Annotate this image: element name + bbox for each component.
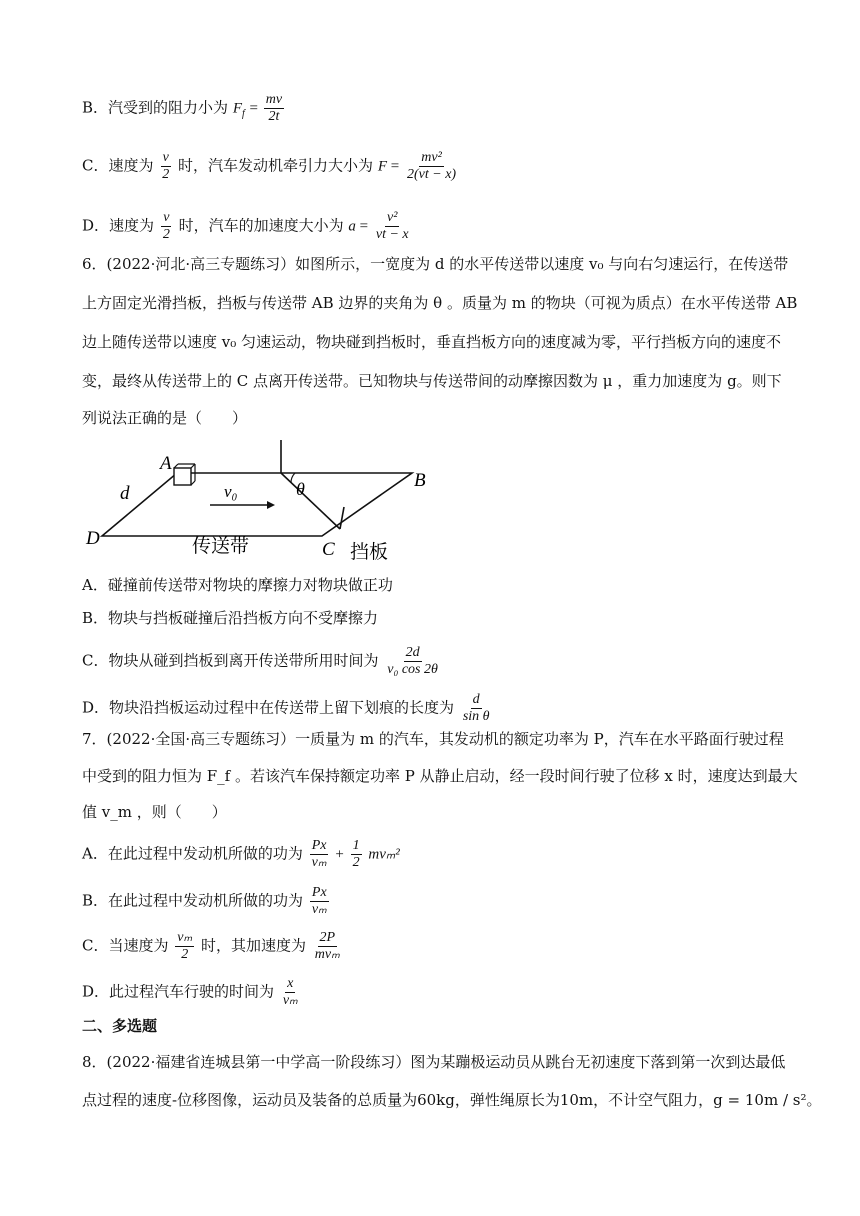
theta-arc: [291, 473, 295, 483]
fraction: $\frac{mv}{2t}$: [265, 92, 283, 124]
label-d: D: [86, 528, 100, 549]
fraction: $\frac{Px}{\text{vₘ}}$: [311, 885, 327, 917]
q6-stem-line-4: 变，最终从传送带上的 C 点离开传送带。已知物块与传送带间的动摩擦因数为 μ ，重力加速度为 g。则下: [82, 372, 782, 390]
q6-stem-line-5: 列说法正确的是（ ）: [82, 409, 248, 427]
block: [174, 468, 191, 485]
q7-option-c[interactable]: C．当速度为 $\frac{\text{vₘ}}{2}$ 时，其加速度为 $\frac{2P}{\text{mvₘ}}$: [82, 930, 340, 962]
fraction: $\frac{v}{2}$: [162, 210, 170, 242]
fraction: $\frac{\text{mv²}}{2(vt - x)}$: [406, 150, 457, 182]
q7-stem-line-3: 值 v_m ，则（ ）: [82, 803, 227, 821]
q7-option-a[interactable]: A．在此过程中发动机所做的功为 $\frac{Px}{\text{vₘ}}$ + $\frac{1}{2}$ mvₘ²: [82, 838, 400, 870]
fraction: $\frac{1}{2}$: [352, 838, 360, 870]
q5-option-c[interactable]: C．速度为 $\frac{v}{2}$ 时，汽车发动机牵引力大小为 F = $\frac{\text{mv²}}{2(vt - x)}$: [82, 150, 457, 182]
baffle-bottom: [340, 507, 344, 529]
q6-option-b[interactable]: B．物块与挡板碰撞后沿挡板方向不受摩擦力: [82, 609, 379, 627]
label-a: A: [160, 453, 172, 474]
label-c: C: [322, 539, 335, 560]
q6-stem-line-1: 6．(2022·河北·高三专题练习）如图所示，一宽度为 d 的水平传送带以速度 v₀ 与向右匀速运行，在传送带: [82, 255, 789, 273]
q6-stem-line-3: 边上随传送带以速度 v₀ 匀速运动，物块碰到挡板时，垂直挡板方向的速度减为零，平行挡板方向的速度不: [82, 333, 782, 351]
fraction: $\frac{2d}{\text{v₀ cos 2θ}}$: [387, 645, 438, 677]
label-b: B: [414, 470, 426, 491]
baffle-line: [281, 473, 340, 529]
conveyor-belt-diagram: [82, 435, 442, 565]
q8-stem-line-1: 8．(2022·福建省连城县第一中学高一阶段练习）图为某蹦极运动员从跳台无初速度下落到第一次到达最低: [82, 1053, 786, 1071]
fraction: $\frac{x}{\text{vₘ}}$: [282, 976, 298, 1008]
q7-option-d[interactable]: D．此过程汽车行驶的时间为 $\frac{x}{\text{vₘ}}$: [82, 976, 298, 1008]
label-baffle: 挡板: [350, 541, 389, 563]
fraction: $\frac{\text{vₘ}}{2}$: [177, 930, 193, 962]
label-v0: v₀: [224, 482, 238, 501]
q6-option-d[interactable]: D．物块沿挡板运动过程中在传送带上留下划痕的长度为 $\frac{d}{\text{sin θ}}$: [82, 692, 490, 724]
q7-option-b[interactable]: B．在此过程中发动机所做的功为 $\frac{Px}{\text{vₘ}}$: [82, 885, 327, 917]
fraction: $\frac{d}{\text{sin θ}}$: [462, 692, 490, 724]
fraction: $\frac{v}{2}$: [162, 150, 170, 182]
fraction: $\frac{2P}{\text{mvₘ}}$: [314, 930, 340, 962]
q6-option-c[interactable]: C．物块从碰到挡板到离开传送带所用时间为 $\frac{2d}{\text{v₀ cos 2θ}}$: [82, 645, 438, 677]
label-width: d: [120, 483, 130, 504]
q6-stem-line-2: 上方固定光滑挡板，挡板与传送带 AB 边界的夹角为 θ 。质量为 m 的物块（可视为质点）在水平传送带 AB: [82, 294, 798, 312]
fraction: $\frac{\text{v²}}{vt - x}$: [375, 210, 409, 242]
section-heading: 二、多选题: [82, 1017, 158, 1035]
q6-option-a[interactable]: A．碰撞前传送带对物块的摩擦力对物块做正功: [82, 576, 393, 594]
label-belt: 传送带: [192, 535, 250, 557]
q8-stem-line-2: 点过程的速度-位移图像，运动员及装备的总质量为60kg，弹性绳原长为10m，不计空气阻力，g = 10m / s²。: [82, 1091, 822, 1109]
q7-stem-line-1: 7．(2022·全国·高三专题练习）一质量为 m 的汽车，其发动机的额定功率为 P，汽车在水平路面行驶过程: [82, 730, 784, 748]
fraction: $\frac{Px}{\text{vₘ}}$: [311, 838, 327, 870]
q5-option-d[interactable]: D．速度为 $\frac{v}{2}$ 时，汽车的加速度大小为 a = $\frac{\text{v²}}{vt - x}$: [82, 210, 409, 242]
q7-stem-line-2: 中受到的阻力恒为 F_f 。若该汽车保持额定功率 P 从静止启动，经一段时间行驶了位移 x 时，速度达到最大: [82, 767, 798, 785]
label-theta: θ: [296, 479, 305, 499]
q5-option-b[interactable]: B．汽受到的阻力小为 $F_f$ = $\frac{mv}{2t}$: [82, 92, 283, 124]
